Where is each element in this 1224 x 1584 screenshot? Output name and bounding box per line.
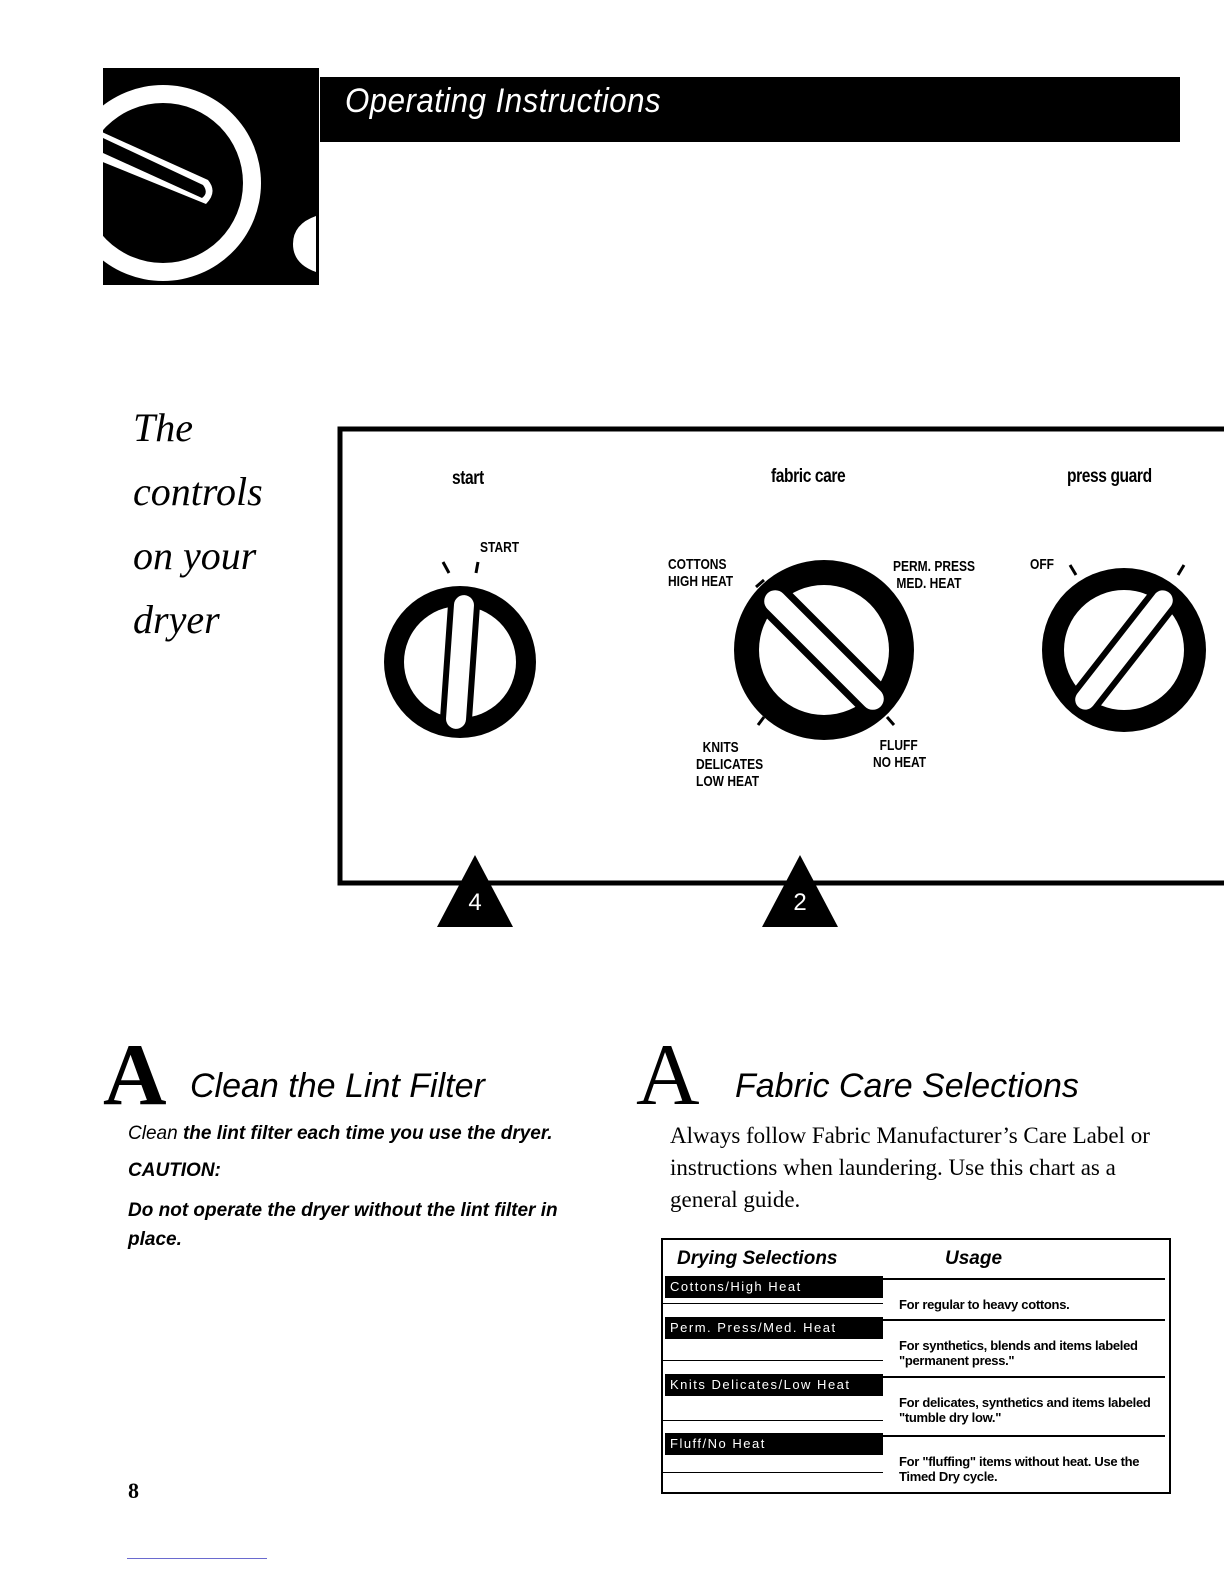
- row-divider: [883, 1278, 1165, 1280]
- knits-setting-label: KNITS DELICATES LOW HEAT: [696, 739, 764, 790]
- marker-2: [762, 855, 838, 927]
- lint-instruction-start: Clean: [128, 1123, 178, 1144]
- side-heading-line: dryer: [133, 597, 220, 642]
- row-divider: [663, 1303, 883, 1304]
- control-panel-diagram: [336, 425, 1224, 887]
- table-header: Usage: [945, 1248, 1003, 1269]
- section-letter: A: [636, 1027, 700, 1124]
- row-divider: [883, 1376, 1165, 1378]
- section-letter: A: [103, 1027, 167, 1124]
- marker-number: 2: [793, 889, 807, 916]
- table-row-selection: Perm. Press/Med. Heat: [665, 1317, 883, 1339]
- caution-heading: CAUTION:: [128, 1160, 221, 1181]
- side-heading: [133, 396, 263, 652]
- drying-selections-table: [661, 1238, 1171, 1494]
- table-row-selection: Fluff/No Heat: [665, 1433, 883, 1455]
- table-header: Drying Selections: [677, 1248, 838, 1269]
- row-divider: [663, 1420, 883, 1421]
- row-divider: [663, 1360, 883, 1361]
- marker-number: 4: [468, 889, 482, 916]
- dial-logo-icon: [103, 68, 319, 285]
- row-divider: [663, 1472, 883, 1473]
- lint-section-title: Clean the Lint Filter: [190, 1067, 485, 1105]
- fabric-intro-text: Always follow Fabric Manufacturer’s Care Label or instructions when laundering. Use this chart as a general guide.: [670, 1123, 1150, 1212]
- side-heading-line: controls: [133, 469, 263, 514]
- table-row-selection: Cottons/High Heat: [665, 1276, 883, 1298]
- side-heading-line: on your: [133, 533, 257, 578]
- perm-press-setting-label: PERM. PRESS MED. HEAT: [893, 558, 976, 592]
- table-row-usage: For regular to heavy cottons.: [899, 1297, 1070, 1312]
- press-guard-label: press guard: [1067, 466, 1152, 487]
- fabric-care-label: fabric care: [771, 466, 846, 487]
- start-position-label: START: [480, 539, 520, 556]
- page-number: 8: [128, 1478, 139, 1503]
- footer-rule: [127, 1558, 267, 1559]
- off-setting-label: OFF: [1030, 556, 1054, 573]
- table-row-selection: Knits Delicates/Low Heat: [665, 1374, 883, 1396]
- row-divider: [883, 1435, 1165, 1437]
- cottons-setting-label: COTTONS HIGH HEAT: [668, 556, 734, 590]
- side-heading-line: The: [133, 405, 193, 450]
- table-row-usage: For "fluffing" items without heat. Use the Timed Dry cycle.: [899, 1454, 1140, 1484]
- row-divider: [883, 1319, 1165, 1321]
- lint-instruction: [128, 1120, 598, 1147]
- table-row-usage: For synthetics, blends and items labeled "permanent press.": [899, 1338, 1138, 1368]
- fluff-setting-label: FLUFF NO HEAT: [873, 737, 927, 771]
- caution-text: Do not operate the dryer without the lint filter in place.: [128, 1200, 558, 1250]
- start-label: start: [452, 468, 484, 489]
- press-guard-knob: [1042, 565, 1206, 732]
- marker-4: [437, 855, 513, 927]
- fabric-section-title: Fabric Care Selections: [735, 1067, 1079, 1105]
- start-knob: [384, 562, 536, 738]
- lint-instruction-rest: the lint filter each time you use the dryer.: [182, 1123, 553, 1144]
- page-title: Operating Instructions: [345, 82, 662, 120]
- fabric-care-knob: [734, 560, 914, 740]
- table-row-usage: For delicates, synthetics and items labeled "tumble dry low.": [899, 1395, 1151, 1425]
